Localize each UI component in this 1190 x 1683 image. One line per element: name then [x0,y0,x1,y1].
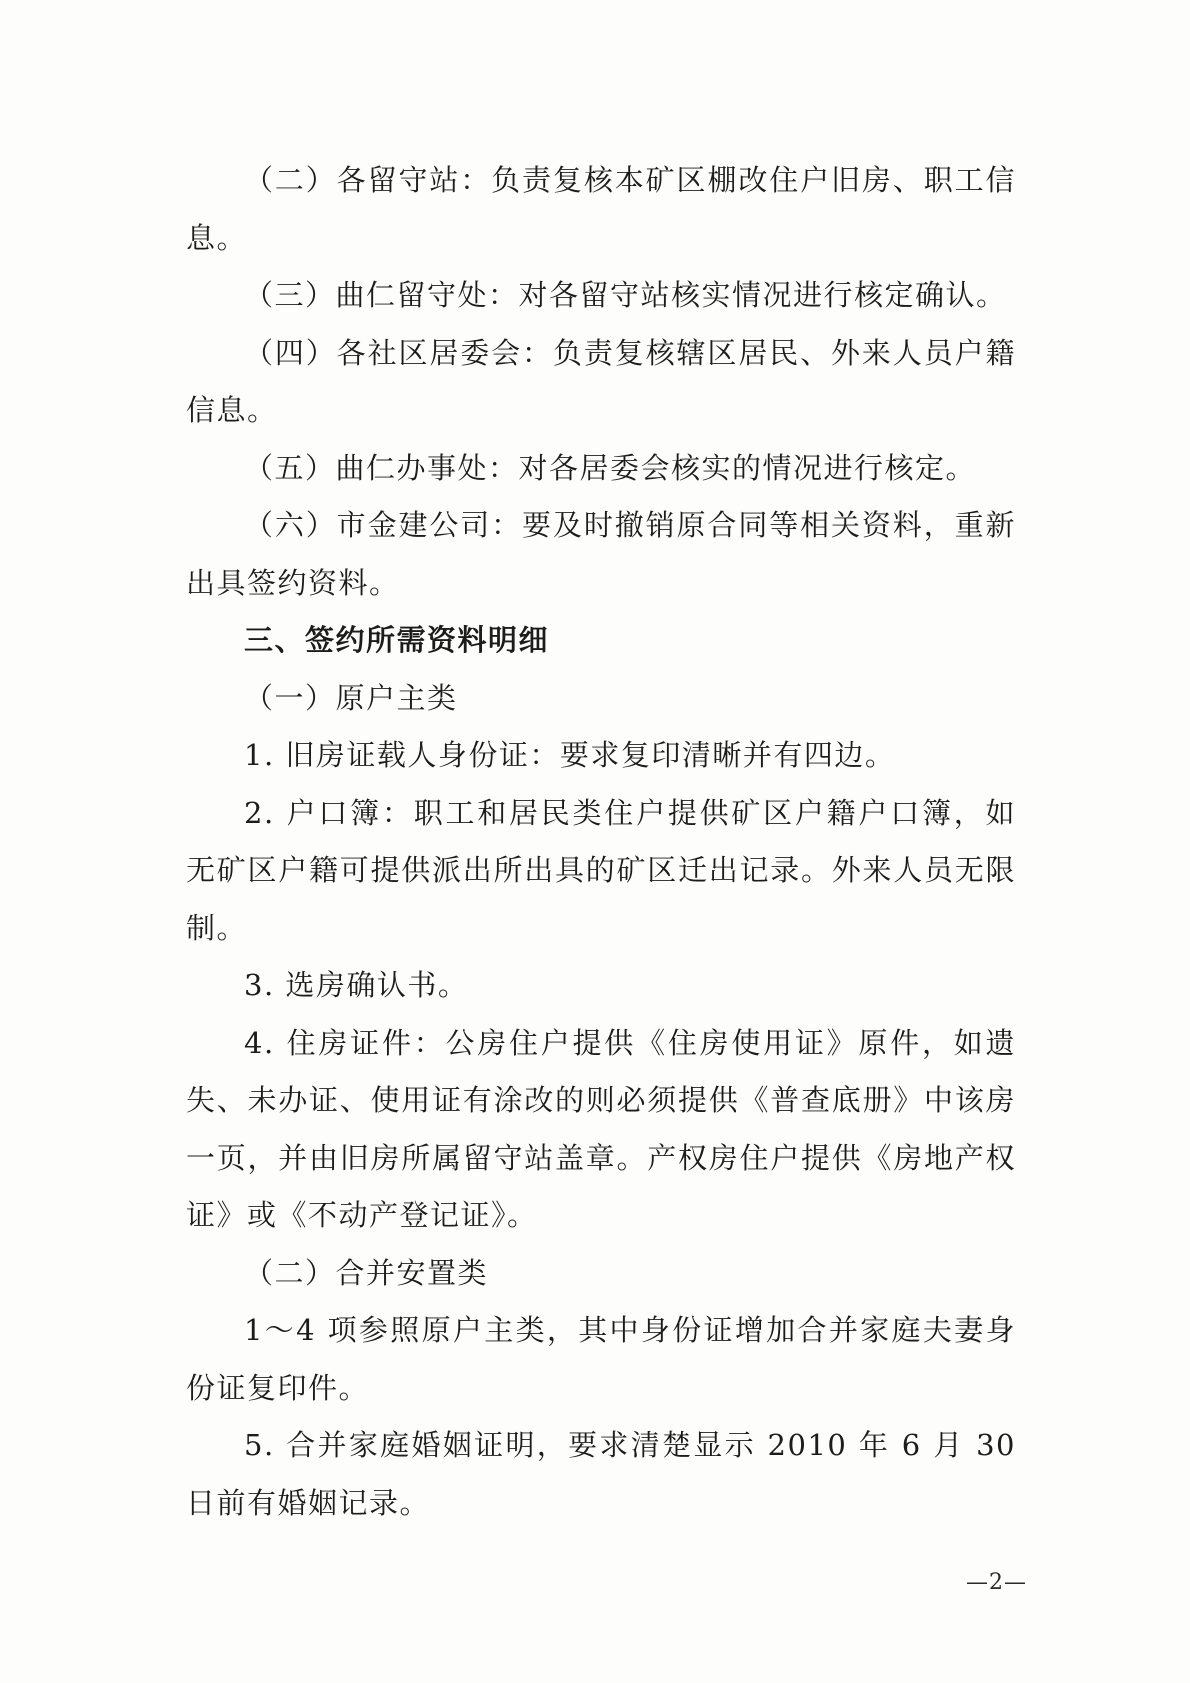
item-marriage-certificate: 5. 合并家庭婚姻证明，要求清楚显示 2010 年 6 月 30 日前有婚姻记录。 [186,1428,1016,1520]
paragraph-section-3: （三）曲仁留守处：对各留守站核实情况进行核定确认。 [244,278,1007,312]
item-housing-certificate: 4. 住房证件：公房住户提供《住房使用证》原件，如遗失、未办证、使用证有涂改的则必须提供《普查底册》中该房一页，并由旧房所属留守站盖章。产权房住户提供《房地产权证》或《不动产登记证》。 [186,1025,1016,1232]
paragraph-section-5: （五）曲仁办事处：对各居委会核实的情况进行核定。 [244,450,977,485]
subheading-original-owner: （一）原户主类 [244,680,458,715]
item-selection-confirmation: 3. 选房确认书。 [244,968,469,1002]
item-household-register: 2. 户口簿：职工和居民类住户提供矿区户籍户口簿，如无矿区户籍可提供派出所出具的矿区迁出记录。外来人员无限制。 [186,795,1016,945]
item-merged-id-card: 1～4 项参照原户主类，其中身份证增加合并家庭夫妻身份证复印件。 [186,1313,1016,1405]
item-id-card: 1. 旧房证载人身份证：要求复印清晰并有四边。 [244,738,896,772]
subheading-merged-resettlement: （二）合并安置类 [244,1255,489,1290]
section-heading-materials: 三、签约所需资料明细 [244,623,550,657]
paragraph-section-6: （六）市金建公司：要及时撤销原合同等相关资料，重新出具签约资料。 [186,508,1016,600]
paragraph-section-4: （四）各社区居委会：负责复核辖区居民、外来人员户籍信息。 [186,335,1016,427]
page-number: —2— [966,1570,1027,1595]
document-body [186,152,1016,1532]
paragraph-section-2: （二）各留守站：负责复核本矿区棚改住户旧房、职工信息。 [186,163,1016,255]
